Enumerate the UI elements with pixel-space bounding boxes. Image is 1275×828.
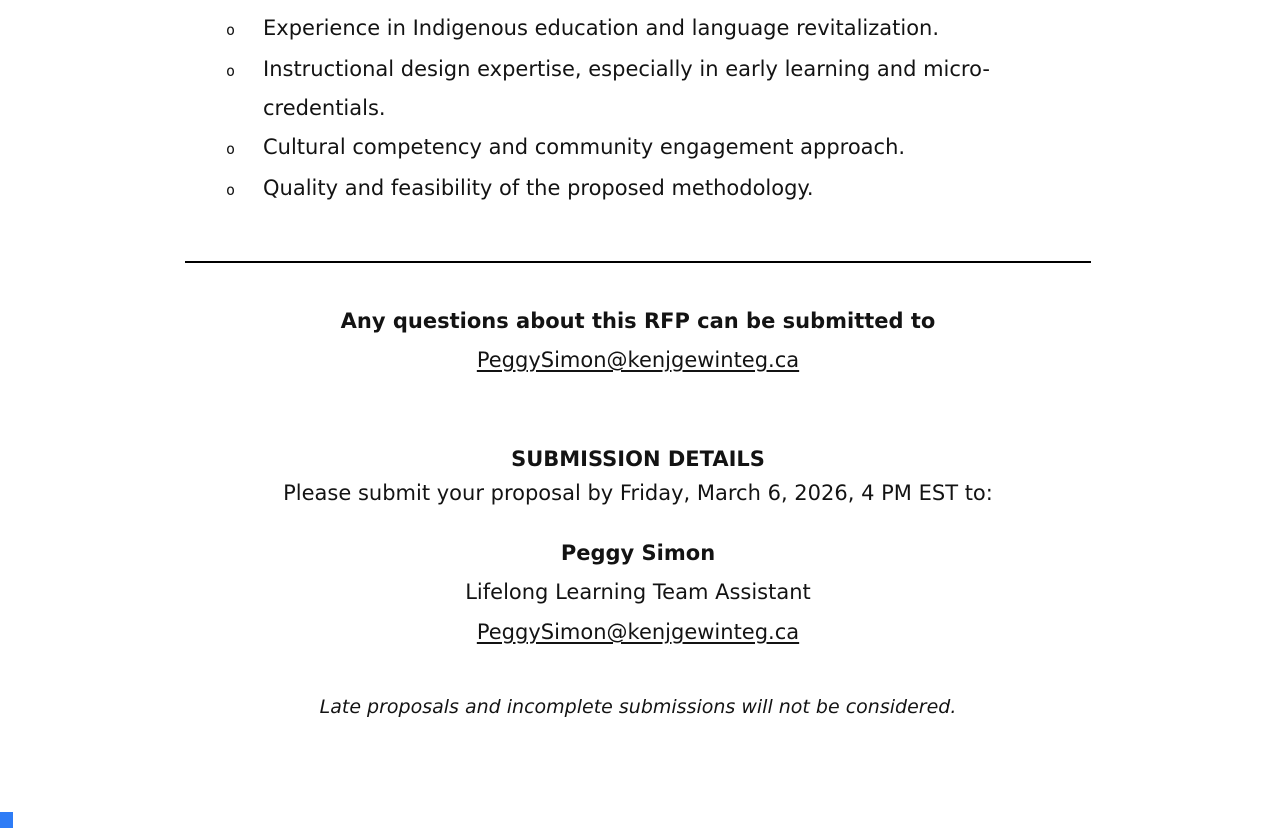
email-link[interactable]: PeggySimon@kenjgewinteg.ca bbox=[476, 620, 800, 644]
contact-email-line bbox=[185, 613, 1091, 652]
submission-deadline-line: Please submit your proposal by Friday, March 6, 2026, 4 PM EST to: bbox=[283, 481, 993, 505]
evaluation-criteria-list bbox=[226, 9, 1071, 210]
questions-email-line bbox=[185, 341, 1091, 380]
bullet-marker: o bbox=[226, 62, 236, 80]
contact-role: Lifelong Learning Team Assistant bbox=[465, 580, 811, 604]
corner-artifact bbox=[0, 812, 13, 828]
list-item-text: Quality and feasibility of the proposed methodology. bbox=[263, 176, 814, 200]
list-item bbox=[226, 128, 1071, 169]
bullet-marker: o bbox=[226, 181, 236, 199]
horizontal-rule bbox=[185, 261, 1091, 263]
list-item-text: Cultural competency and community engagement approach. bbox=[263, 135, 906, 159]
bullet-marker: o bbox=[226, 21, 236, 39]
bullet-marker: o bbox=[226, 140, 236, 158]
submission-details-title: SUBMISSION DETAILS bbox=[511, 447, 765, 471]
list-item bbox=[226, 169, 1071, 210]
late-proposals-note: Late proposals and incomplete submissions will not be considered. bbox=[319, 696, 957, 718]
list-item bbox=[226, 9, 1071, 50]
contact-name: Peggy Simon bbox=[560, 541, 716, 565]
list-item bbox=[226, 50, 1071, 128]
list-item-text: Experience in Indigenous education and language revitalization. bbox=[263, 16, 940, 40]
questions-heading: Any questions about this RFP can be submitted to bbox=[340, 309, 936, 333]
email-link[interactable]: PeggySimon@kenjgewinteg.ca bbox=[476, 348, 800, 372]
list-item-text: Instructional design expertise, especially in early learning and micro-credentials. bbox=[263, 57, 990, 120]
